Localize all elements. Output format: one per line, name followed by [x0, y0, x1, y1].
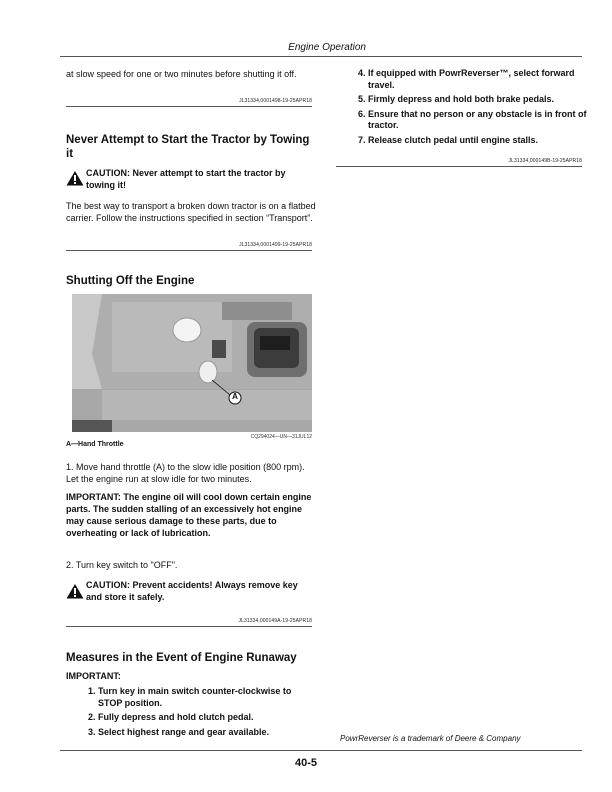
runaway-important-label: IMPORTANT: [66, 671, 121, 681]
figure-callout-a: A [232, 392, 238, 401]
section-rule-right [336, 166, 582, 167]
intro-text: at slow speed for one or two minutes before shutting it off. [66, 69, 297, 79]
section-rule-1 [66, 106, 312, 107]
towing-text: The best way to transport a broken down tractor is on a flatbed carrier. Follow the instructions specified in section “Transport”. [66, 201, 316, 223]
step-2-text: 2. Turn key switch to "OFF". [66, 560, 178, 570]
header-rule [60, 56, 582, 57]
trademark-note: PowrReverser is a trademark of Deere & Company [340, 734, 521, 743]
caution-towing [66, 167, 314, 191]
heading-runaway: Measures in the Event of Engine Runaway [66, 652, 297, 664]
important-note [66, 491, 314, 539]
list-item: 7. Release clutch pedal until engine stalls. [358, 134, 539, 145]
section-ref-3: JL31334,000149A-19-25APR18 [238, 618, 312, 624]
page-header-title: Engine Operation [288, 42, 366, 53]
caution-key-text: CAUTION: Prevent accidents! Always remove key and store it safely. [86, 580, 298, 602]
section-ref-2: JL31334,0001499-19-25APR18 [239, 242, 312, 248]
important-label: IMPORTANT: [66, 492, 121, 502]
section-ref-right: JL31334,000149B-19-25APR18 [508, 158, 582, 164]
list-item: 6. Ensure that no person or any obstacle is in front of tractor. [358, 108, 587, 130]
warning-triangle-icon [66, 170, 84, 186]
page-number: 40-5 [294, 757, 318, 769]
figure-caption: A—Hand Throttle [66, 441, 124, 448]
right-steps-list [358, 68, 588, 146]
section-rule-3 [66, 626, 312, 627]
important-text: The engine oil will cool down certain engine parts. The sudden stalling of an excessively hot engine may cause serious damage to these parts, due to overheating or lack of lubrication. [66, 492, 312, 538]
caution-towing-text: CAUTION: Never attempt to start the tractor by towing it! [86, 168, 286, 190]
list-item: 1. Turn key in main switch counter-clockwise to STOP position. [88, 686, 292, 708]
list-item: 5. Firmly depress and hold both brake pedals. [358, 94, 555, 104]
heading-shutting-off: Shutting Off the Engine [66, 275, 195, 287]
list-item: 4. If equipped with PowrReverser™, select forward travel. [358, 68, 575, 90]
heading-towing: Never Attempt to Start the Tractor by Towing it [66, 134, 310, 160]
figure-ref: CQ294024—UN—31JUL12 [250, 434, 312, 440]
runaway-steps-list [88, 686, 316, 738]
list-item: 3. Select highest range and gear available. [88, 726, 270, 737]
warning-triangle-icon [66, 583, 84, 599]
section-rule-2 [66, 250, 312, 251]
section-ref-1: JL31334,0001498-19-25APR18 [239, 98, 312, 104]
hand-throttle-photo [72, 294, 312, 432]
list-item: 2. Fully depress and hold clutch pedal. [88, 712, 254, 722]
footer-rule [60, 750, 582, 751]
hand-throttle-illustration [72, 294, 312, 432]
step-1-text: 1. Move hand throttle (A) to the slow idle position (800 rpm). Let the engine run at slow idle for two minutes. [66, 462, 305, 484]
caution-key [66, 579, 314, 603]
